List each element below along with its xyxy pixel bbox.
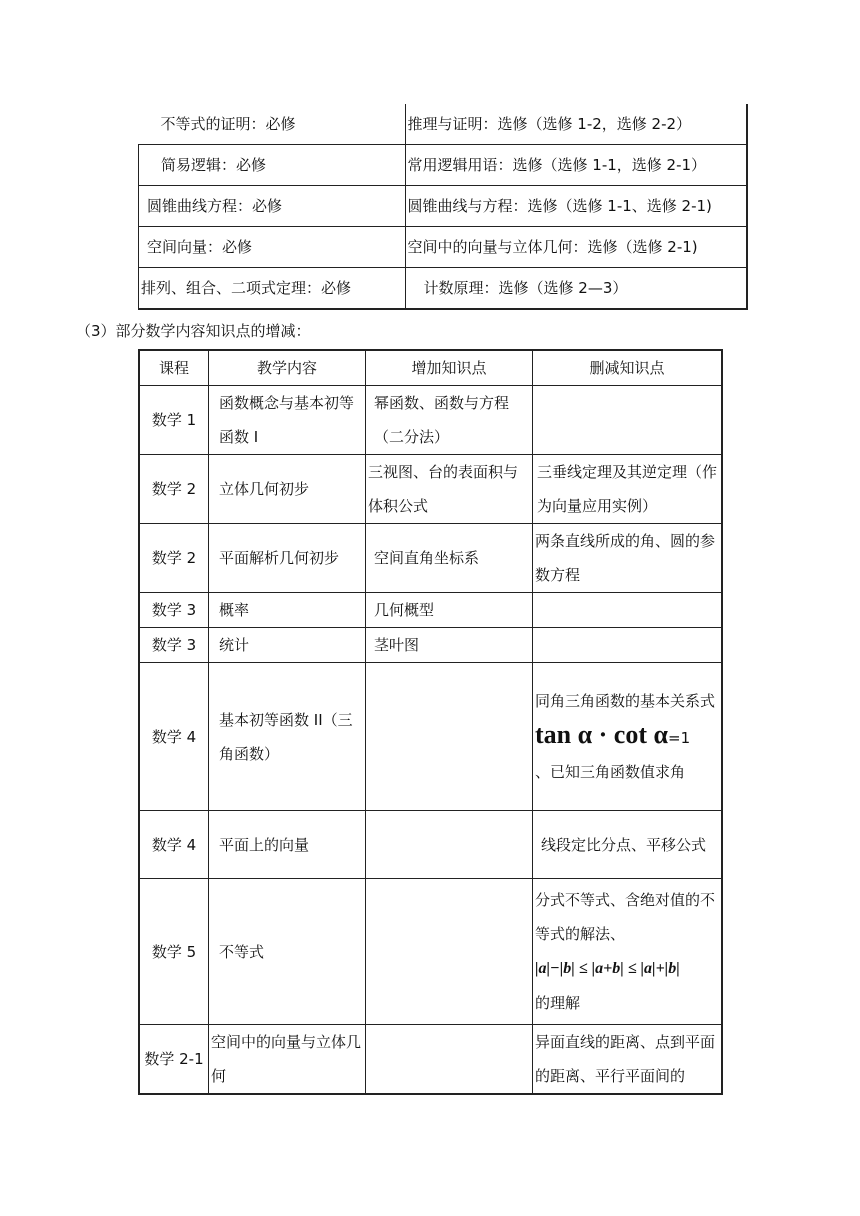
old-topic-cell: 不等式的证明：必修 [139, 104, 406, 145]
abs-inequality-formula: |a|−|b| ≤ |a+b| ≤ |a|+|b| [535, 960, 680, 977]
section-title: （3）部分数学内容知识点的增减： [76, 322, 311, 340]
knowledge-change-table [138, 349, 723, 1095]
table-header-row [139, 350, 722, 386]
table-row [139, 268, 747, 310]
removed-cell [533, 663, 723, 811]
new-topic-cell: 计数原理：选修（选修 2—3） [405, 268, 747, 310]
course-cell: 数学 2 [139, 455, 209, 524]
added-cell: 幂函数、函数与方程（二分法） [366, 386, 533, 455]
removed-cell: 三垂线定理及其逆定理（作为向量应用实例） [533, 455, 723, 524]
table-row [139, 145, 747, 186]
table-row [139, 227, 747, 268]
added-cell: 几何概型 [366, 593, 533, 628]
course-cell: 数学 2-1 [139, 1025, 209, 1095]
table-row [139, 593, 722, 628]
table-row [139, 186, 747, 227]
course-cell: 数学 4 [139, 663, 209, 811]
removed-cell [533, 386, 723, 455]
new-topic-cell: 空间中的向量与立体几何：选修（选修 2-1) [405, 227, 747, 268]
table-row [139, 811, 722, 879]
course-cell: 数学 3 [139, 593, 209, 628]
removed-text: 的理解 [535, 994, 581, 1012]
old-topic-cell: 圆锥曲线方程：必修 [139, 186, 406, 227]
table-row [139, 628, 722, 663]
removed-text: 分式不等式、含绝对值的不等式的解法、 [535, 891, 716, 943]
content-cell: 平面上的向量 [209, 811, 366, 879]
new-topic-cell: 圆锥曲线与方程：选修（选修 1-1、选修 2-1) [405, 186, 747, 227]
header-content: 教学内容 [209, 350, 366, 386]
removed-cell: 异面直线的距离、点到平面的距离、平行平面间的 [533, 1025, 723, 1095]
removed-text: 、已知三角函数值求角 [535, 763, 686, 781]
table-row [139, 455, 722, 524]
content-cell: 不等式 [209, 879, 366, 1025]
new-topic-cell: 常用逻辑用语：选修（选修 1-1，选修 2-1） [405, 145, 747, 186]
content-cell: 统计 [209, 628, 366, 663]
table-row [139, 524, 722, 593]
header-course: 课程 [139, 350, 209, 386]
added-cell [366, 663, 533, 811]
curriculum-comparison-table [138, 104, 748, 310]
course-cell: 数学 4 [139, 811, 209, 879]
course-cell: 数学 3 [139, 628, 209, 663]
removed-text: 同角三角函数的基本关系式 [535, 692, 716, 710]
table-row [139, 386, 722, 455]
removed-cell [533, 628, 723, 663]
content-cell: 平面解析几何初步 [209, 524, 366, 593]
old-topic-cell: 空间向量：必修 [139, 227, 406, 268]
table-row [139, 663, 722, 811]
removed-cell [533, 593, 723, 628]
removed-cell: 两条直线所成的角、圆的参数方程 [533, 524, 723, 593]
new-topic-cell: 推理与证明：选修（选修 1-2，选修 2-2） [405, 104, 747, 145]
removed-cell: 线段定比分点、平移公式 [533, 811, 723, 879]
content-cell: 函数概念与基本初等函数 I [209, 386, 366, 455]
added-cell [366, 879, 533, 1025]
course-cell: 数学 5 [139, 879, 209, 1025]
content-cell: 立体几何初步 [209, 455, 366, 524]
course-cell: 数学 2 [139, 524, 209, 593]
added-cell: 三视图、台的表面积与体积公式 [366, 455, 533, 524]
header-added: 增加知识点 [366, 350, 533, 386]
added-cell: 茎叶图 [366, 628, 533, 663]
tan-cot-formula: tan α · cot α [535, 720, 669, 749]
table-row [139, 104, 747, 145]
course-cell: 数学 1 [139, 386, 209, 455]
removed-cell [533, 879, 723, 1025]
content-cell: 概率 [209, 593, 366, 628]
formula-equals: =1 [668, 729, 691, 747]
table-row [139, 879, 722, 1025]
added-cell: 空间直角坐标系 [366, 524, 533, 593]
added-cell [366, 1025, 533, 1095]
old-topic-cell: 排列、组合、二项式定理：必修 [139, 268, 406, 310]
added-cell [366, 811, 533, 879]
old-topic-cell: 简易逻辑：必修 [139, 145, 406, 186]
content-cell: 基本初等函数 II（三角函数） [209, 663, 366, 811]
header-removed: 删减知识点 [533, 350, 723, 386]
table-row [139, 1025, 722, 1095]
content-cell: 空间中的向量与立体几何 [209, 1025, 366, 1095]
